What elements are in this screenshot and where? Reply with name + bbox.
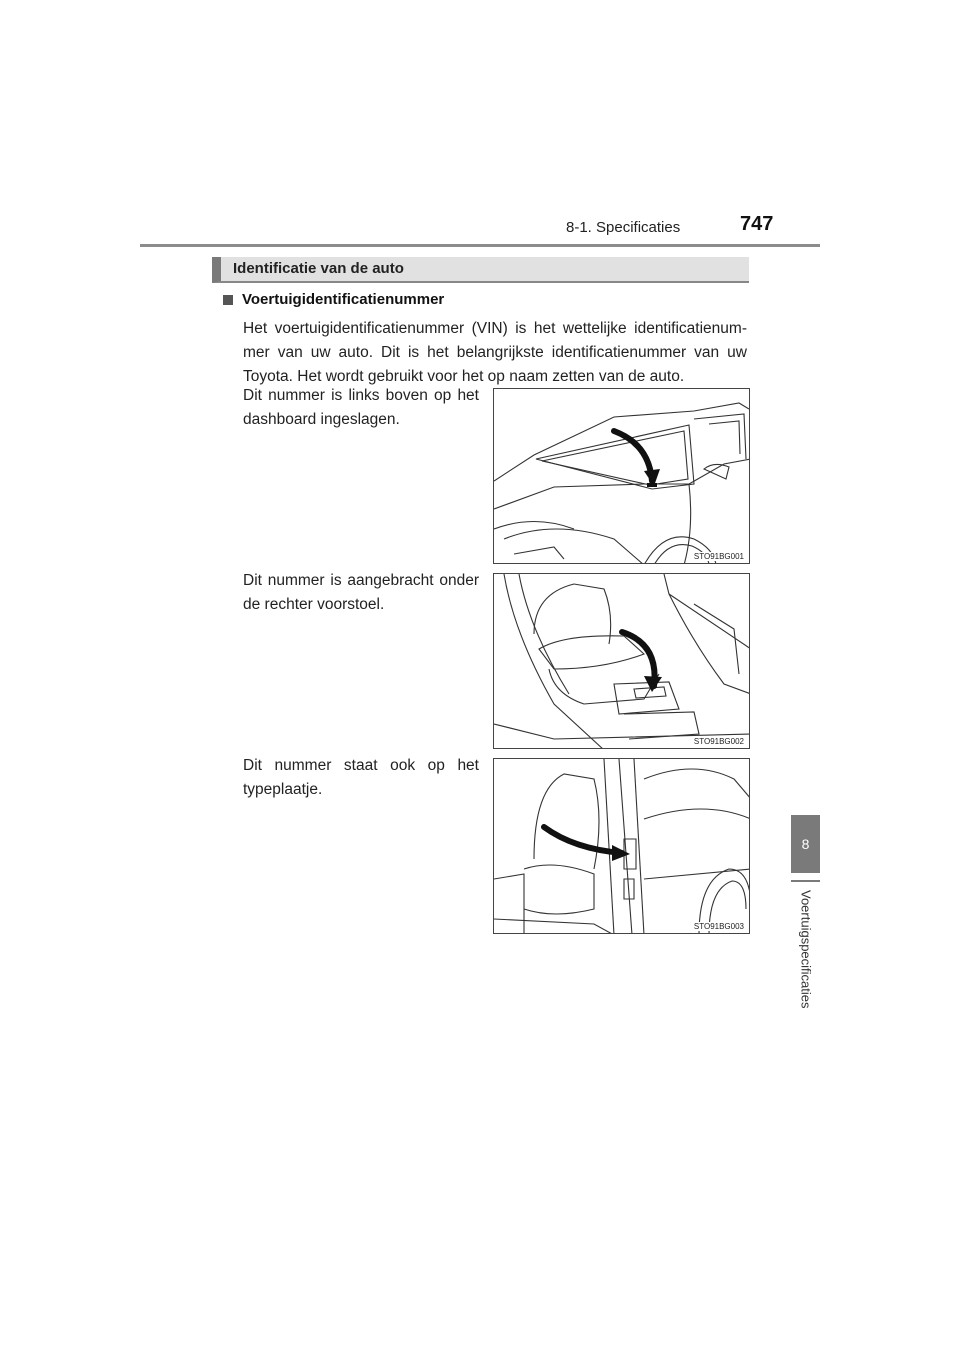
door-pillar-illustration <box>494 759 750 934</box>
page-number: 747 <box>740 213 774 235</box>
figure-code: STO91BG001 <box>693 552 744 561</box>
figure-dashboard-vin <box>493 388 750 564</box>
dashboard-illustration <box>494 389 750 564</box>
square-bullet-icon <box>223 295 233 305</box>
section-reference: 8-1. Specificaties <box>566 219 681 236</box>
figure-code: STO91BG002 <box>693 737 744 746</box>
seat-illustration <box>494 574 750 749</box>
figure-plate-vin <box>493 758 750 934</box>
header-divider <box>140 244 820 247</box>
figure-caption-dashboard: Dit nummer is links boven op het dashboard ingeslagen. <box>243 387 479 428</box>
vin-heading-text: Voertuigidentificatienummer <box>242 291 445 308</box>
section-title: Identificatie van de auto <box>233 260 404 277</box>
figure-code: STO91BG003 <box>693 922 744 931</box>
figure-caption-plate: Dit nummer staat ook op het typeplaatje. <box>243 757 479 798</box>
chapter-tab: 8 <box>791 815 820 873</box>
vin-heading <box>223 291 444 308</box>
figure-seat-vin <box>493 573 750 749</box>
chapter-label: Voertuigspecificaties <box>798 890 814 1009</box>
figure-caption-seat: Dit nummer is aangebracht onder de rechter voorstoel. <box>243 572 479 613</box>
vin-paragraph: Het voertuigidentificatienummer (VIN) is het wettelijke identificatienummer van uw auto. Dit is het belangrijkste identificatienummer van uw Toyota. Het wordt gebruikt voor het op naam zetten van de auto. <box>243 320 747 385</box>
section-title-bar <box>212 257 749 283</box>
chapter-tab-divider <box>791 880 820 882</box>
